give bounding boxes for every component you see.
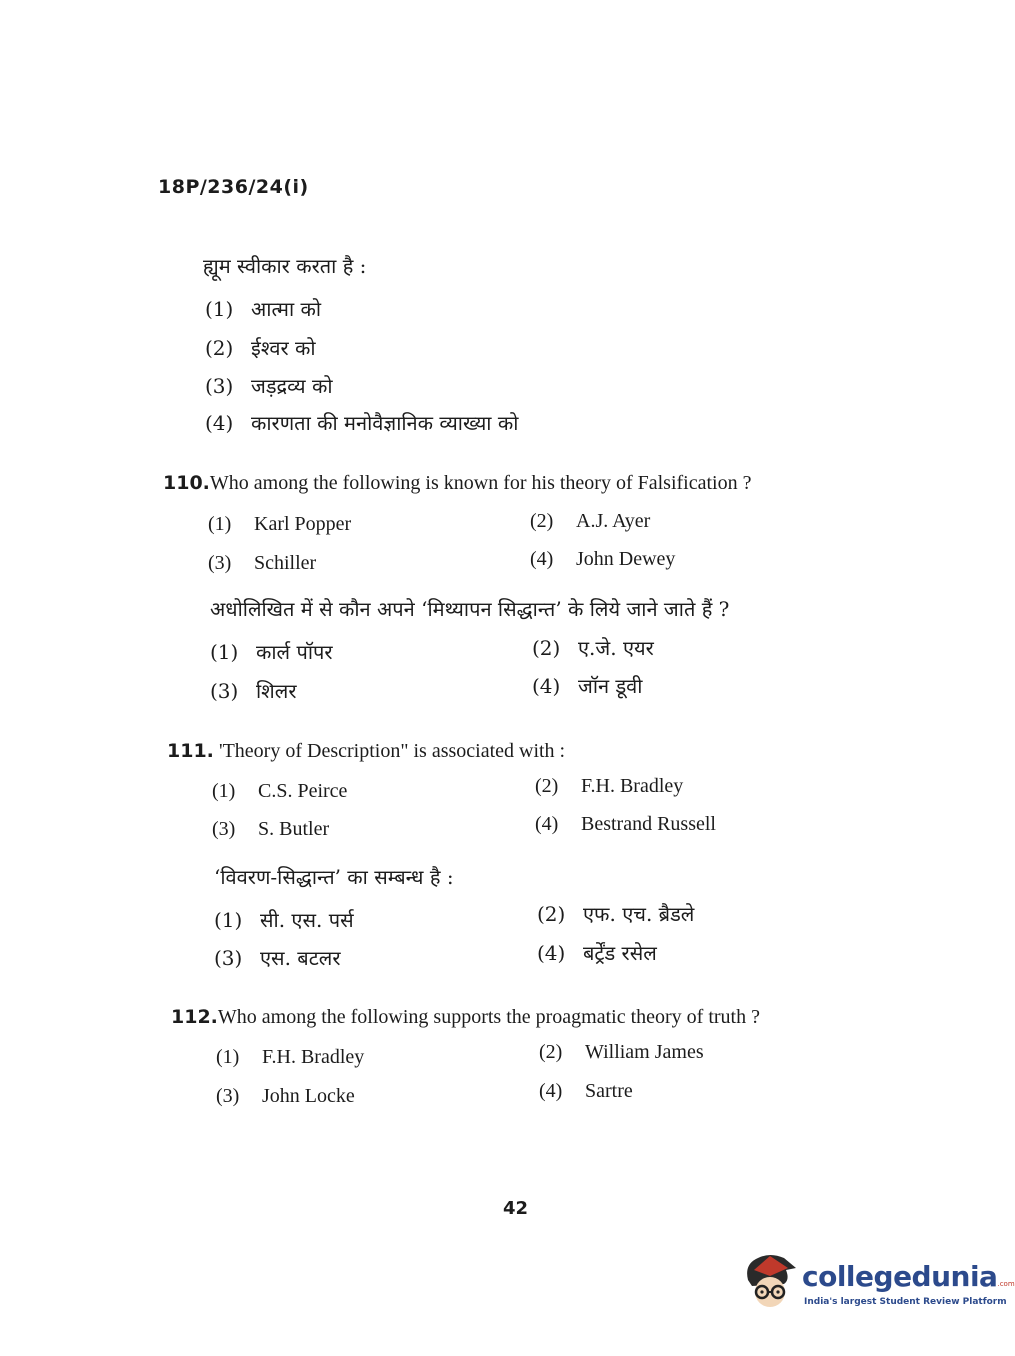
q110-hindi-option-1: (1) कार्ल पॉपर [210, 640, 333, 664]
q111-option-2: (2) F.H. Bradley [535, 775, 684, 797]
q112-option-4: (4) Sartre [539, 1080, 633, 1102]
q112-option-3: (3) John Locke [216, 1085, 355, 1107]
q111-option-3: (3) S. Butler [212, 818, 330, 840]
q111-option-4: (4) Bestrand Russell [535, 813, 716, 835]
q112-option-2: (2) William James [539, 1041, 704, 1063]
q111-hindi-stem: ‘विवरण-सिद्धान्त’ का सम्बन्ध है : [214, 865, 454, 889]
q110-number: 110. [163, 472, 210, 494]
q110-option-1: (1) Karl Popper [208, 513, 352, 535]
q109-option-4: (4) कारणता की मनोवैज्ञानिक व्याख्या को [205, 411, 519, 435]
brand-name: collegedunia.com [802, 1260, 1015, 1293]
q110-hindi-option-3: (3) शिलर [210, 679, 297, 703]
q109-option-1: (1) आत्मा को [205, 297, 322, 321]
q110-hindi-option-2: (2) ए.जे. एयर [532, 636, 654, 660]
q111-hindi-option-1: (1) सी. एस. पर्स [214, 908, 354, 932]
q111-hindi-option-4: (4) बर्ट्रेंड रसेल [537, 941, 657, 965]
page-number: 42 [503, 1198, 529, 1219]
q110-hindi-option-4: (4) जॉन डूवी [532, 674, 643, 698]
q111-number: 111. [167, 740, 214, 762]
q110-option-2: (2) A.J. Ayer [530, 510, 651, 532]
q111-hindi-option-3: (3) एस. बटलर [214, 946, 341, 970]
q109-option-2: (2) ईश्वर को [205, 336, 316, 360]
q111-option-1: (1) C.S. Peirce [212, 780, 348, 802]
q110-option-4: (4) John Dewey [530, 548, 676, 570]
q111-stem: 111. 'Theory of Description" is associated with : [167, 740, 566, 762]
mascot-icon [740, 1250, 800, 1312]
q110-option-3: (3) Schiller [208, 552, 317, 574]
q112-option-1: (1) F.H. Bradley [216, 1046, 365, 1068]
watermark-logo [740, 1250, 1015, 1320]
q111-hindi-option-2: (2) एफ. एच. ब्रैडले [537, 902, 695, 926]
brand-tagline: India's largest Student Review Platform [804, 1297, 1007, 1307]
q110-hindi-stem: अधोलिखित में से कौन अपने ‘मिथ्यापन सिद्धान्त’ के लिये जाने जाते हैं ? [210, 597, 730, 621]
q109-option-3: (3) जड़द्रव्य को [205, 374, 333, 398]
q110-stem: 110.Who among the following is known for his theory of Falsification ? [163, 472, 752, 494]
q112-number: 112. [171, 1006, 218, 1028]
q109-hindi-stem: ह्यूम स्वीकार करता है : [203, 254, 367, 278]
paper-code: 18P/236/24(i) [158, 176, 309, 198]
q112-stem: 112.Who among the following supports the proagmatic theory of truth ? [171, 1006, 760, 1028]
